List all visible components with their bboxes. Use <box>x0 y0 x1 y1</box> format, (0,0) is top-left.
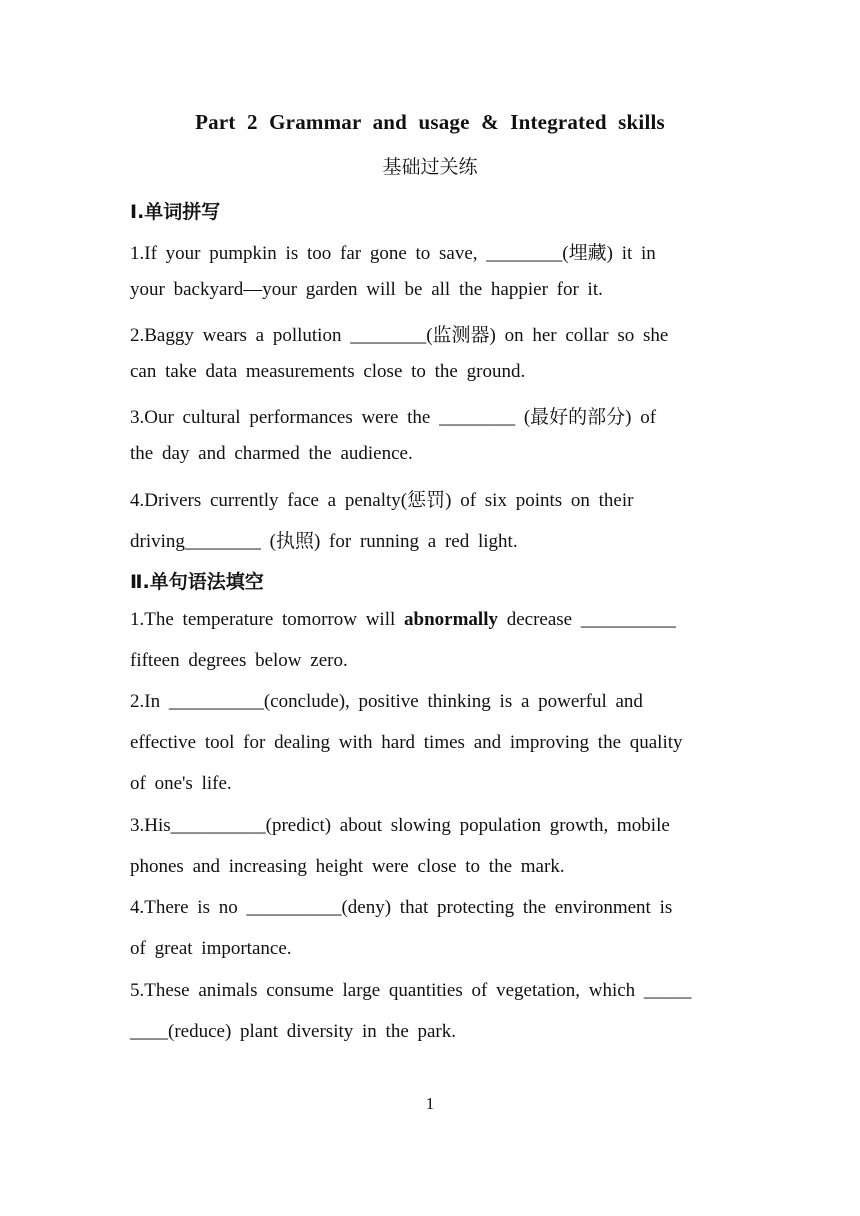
exercise-line: 4.There is no __________(deny) that protecting the environment is <box>130 897 673 918</box>
section-heading-grammar: Ⅱ.单句语法填空 <box>130 571 264 593</box>
exercise-line: phones and increasing height were close to the mark. <box>130 856 565 877</box>
exercise-line: driving________ (执照) for running a red light. <box>130 531 518 552</box>
exercise-line: 3.His__________(predict) about slowing population growth, mobile <box>130 815 670 836</box>
exercise-text: decrease __________ <box>497 609 676 630</box>
exercise-line: fifteen degrees below zero. <box>130 650 348 671</box>
exercise-line: ____(reduce) plant diversity in the park. <box>130 1021 457 1042</box>
bold-keyword: abnormally <box>404 609 498 630</box>
exercise-line: 4.Drivers currently face a penalty(惩罚) of six points on their <box>130 490 634 511</box>
page-title: Part 2 Grammar and usage & Integrated skills <box>195 110 665 134</box>
exercise-line: 2.Baggy wears a pollution ________(监测器) on her collar so she <box>130 325 669 346</box>
exercise-text: 1.The temperature tomorrow will <box>130 609 405 630</box>
exercise-line: 2.In __________(conclude), positive thinking is a powerful and <box>130 691 643 712</box>
exercise-line: effective tool for dealing with hard times and improving the quality <box>130 732 683 753</box>
exercise-line: 3.Our cultural performances were the ________ (最好的部分) of <box>130 407 657 428</box>
exercise-line: of great importance. <box>130 938 292 959</box>
exercise-line: the day and charmed the audience. <box>130 443 413 464</box>
page-subtitle: 基础过关练 <box>382 156 478 178</box>
exercise-line: 1.If your pumpkin is too far gone to save, ________(埋藏) it in <box>130 243 656 264</box>
exercise-line <box>130 609 676 631</box>
exercise-line: 5.These animals consume large quantities of vegetation, which _____ <box>130 980 692 1001</box>
page-number: 1 <box>425 1094 435 1113</box>
exercise-line: your backyard—your garden will be all the happier for it. <box>130 279 603 300</box>
exercise-line: of one's life. <box>130 773 232 794</box>
exercise-line: can take data measurements close to the ground. <box>130 361 526 382</box>
section-heading-spelling: Ⅰ.单词拼写 <box>130 201 221 223</box>
